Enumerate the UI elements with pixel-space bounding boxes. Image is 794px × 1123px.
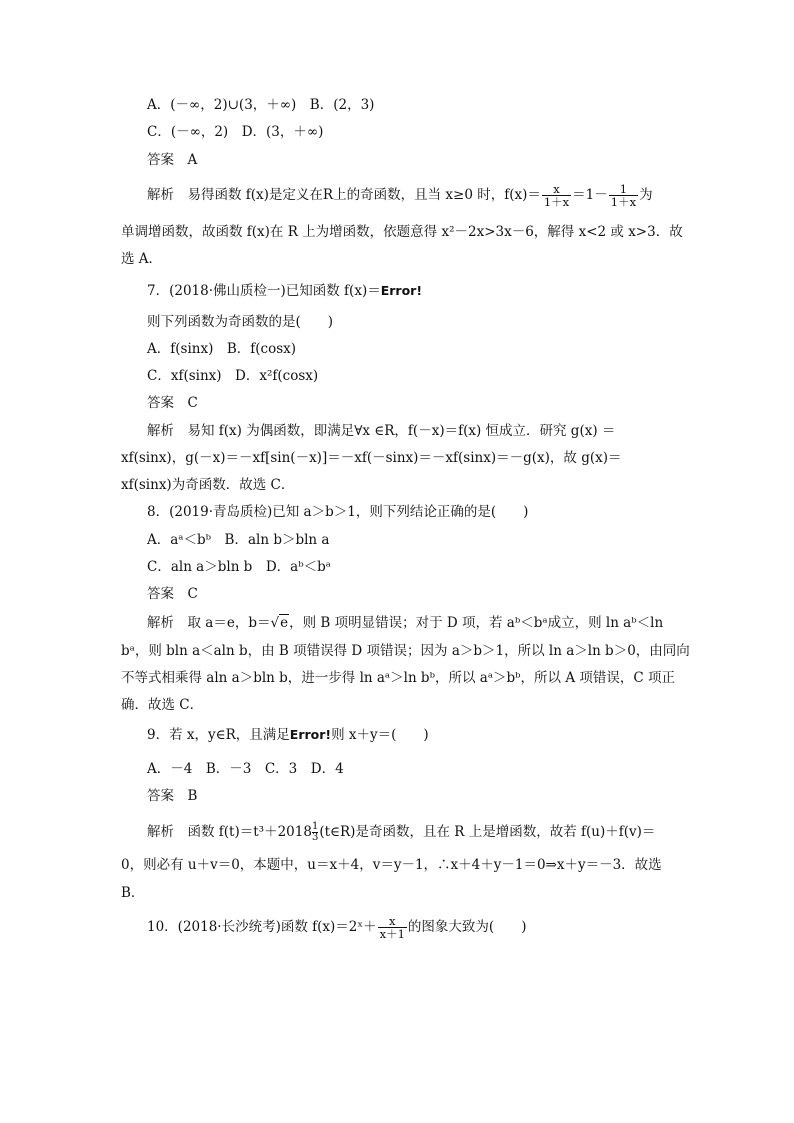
- q10-fraction: [378, 915, 407, 940]
- q6-solution-line3: 选 A．: [121, 251, 163, 267]
- fraction-denominator: 3: [311, 832, 319, 843]
- q8-options-line1: A．aᵃ＜bᵇ B．aln b＞bln a: [147, 532, 330, 548]
- q8-solution-text-b: ，则 B 项明显错误；对于 D 项，若 aᵇ＜bᵃ成立，则 ln aᵇ＜ln: [289, 615, 664, 631]
- q7-error-text: Error!: [380, 283, 423, 298]
- q8-stem: 8．(2019·青岛质检)已知 a＞b＞1，则下列结论正确的是( ): [147, 504, 529, 520]
- q9-stem-text-b: 则 x＋y＝( ): [331, 727, 429, 743]
- q6-answer: 答案 A: [147, 152, 198, 168]
- fraction-numerator: 1: [311, 821, 319, 832]
- q9-stem: [147, 726, 674, 744]
- q6-options-line2: C．(－∞，2) D．(3，＋∞): [147, 124, 324, 140]
- q10-stem: [147, 915, 674, 940]
- q8-solution-line1: 解析 取 a＝e，b＝√e，则 B 项明显错误；对于 D 项，若 aᵇ＜bᵃ成立，则 ln aᵇ＜ln: [147, 615, 664, 631]
- q7-solution-line3: xf(sinx)为奇函数．故选 C．: [121, 477, 295, 493]
- q9-solution-line1: [147, 822, 674, 843]
- q9-solution-line3: B．: [121, 885, 145, 901]
- q8-solution-line4: 确．故选 C．: [121, 697, 204, 713]
- q8-solution-line2: bᵃ，则 bln a＜aln b，由 B 项错误得 D 项错误；因为 a＞b＞1，所以 ln a＞ln b＞0，由同向: [121, 643, 690, 659]
- q7-stem-line2: 则下列函数为奇函数的是( ): [147, 314, 334, 330]
- q7-stem-text: 7．(2018·佛山质检一)已知函数 f(x)＝: [147, 283, 381, 299]
- fraction-numerator: 1: [609, 183, 638, 196]
- fraction-denominator: x＋1: [379, 927, 405, 941]
- q7-stem-line1: [147, 282, 674, 300]
- q9-exponent-fraction: [312, 822, 318, 843]
- fraction-numerator: x: [378, 915, 407, 928]
- q9-solution-text-a: 解析 函数 f(t)＝t³＋2018: [147, 824, 312, 840]
- q8-solution-line3: 不等式相乘得 aln a＞bln b，进一步得 ln aᵃ＞ln bᵇ，所以 aᵃ＞bᵇ，所以 A 项错误，C 项正: [121, 670, 676, 686]
- q6-solution-text-a: 解析 易得函数 f(x)是定义在R上的奇函数，且当 x≥0 时，f(x)＝: [147, 187, 541, 203]
- q8-solution-text-a: 解析 取 a＝e，b＝: [147, 615, 271, 631]
- q6-options-line1: A．(－∞，2)∪(3，＋∞) B．(2，3): [147, 97, 375, 113]
- q6-fraction-2: [609, 183, 638, 208]
- fraction-numerator: x: [542, 183, 571, 196]
- fraction-denominator: 1＋x: [543, 195, 570, 209]
- q7-solution-line2: xf(sinx)，g(－x)＝－xf[sin(－x)]＝－xf(－sinx)＝－xf(sinx)＝－g(x)，故 g(x)＝: [121, 450, 622, 466]
- q8-answer: 答案 C: [147, 586, 198, 602]
- q9-solution-text-b: (t∈R)是奇函数，且在 R 上是增函数，故若 f(u)＋f(v)＝: [319, 824, 656, 840]
- q6-solution-text-c: 为: [639, 187, 653, 203]
- q7-answer: 答案 C: [147, 395, 198, 411]
- q9-error-text: Error!: [289, 727, 332, 742]
- q8-options-line2: C．aln a＞bln b D．aᵇ＜bᵃ: [147, 559, 331, 575]
- q9-solution-line2: 0，则必有 u＋v＝0，本题中，u＝x＋4，v＝y－1，∴x＋4＋y－1＝0⇒x＋y＝－3．故选: [121, 857, 662, 873]
- q7-options-line2: C．xf(sinx) D．x²f(cosx): [147, 368, 319, 384]
- q6-solution-line2: 单调增函数，故函数 f(x)在 R 上为增函数，依题意得 x²－2x>3x－6，解得 x<2 或 x>3．故: [121, 224, 683, 240]
- q9-stem-text-a: 9．若 x，y∈R，且满足: [147, 727, 290, 743]
- q6-solution-text-b: ＝1－: [572, 187, 608, 203]
- q7-options-line1: A．f(sinx) B．f(cosx): [147, 341, 297, 357]
- q10-stem-text-a: 10．(2018·长沙统考)函数 f(x)＝2ˣ＋: [147, 919, 377, 935]
- fraction-denominator: 1＋x: [610, 195, 637, 209]
- q6-solution-line1: [147, 183, 674, 208]
- q7-solution-line1: 解析 易知 f(x) 为偶函数，即满足∀x ∈R，f(－x)＝f(x) 恒成立．研究 g(x) ＝: [147, 423, 616, 439]
- q10-stem-text-b: 的图象大致为( ): [407, 919, 527, 935]
- q8-sqrt-e: e: [280, 615, 289, 631]
- q9-answer: 答案 B: [147, 788, 198, 804]
- q9-options: A．－4 B．－3 C．3 D．4: [147, 761, 344, 777]
- q6-fraction-1: [542, 183, 571, 208]
